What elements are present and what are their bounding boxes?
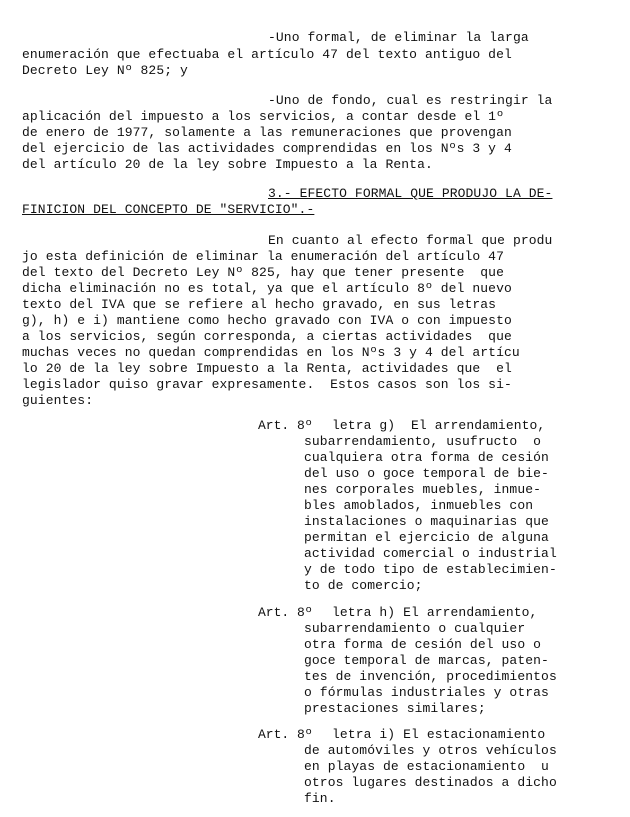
article-line: o fórmulas industriales y otras [304,685,549,700]
article-line: del uso o goce temporal de bie- [304,466,549,481]
article-line: de automóviles y otros vehículos [304,743,557,758]
paragraph3-line: muchas veces no quedan comprendidas en los Nºs 3 y 4 del artícu [22,345,520,360]
article-line: prestaciones similares; [304,701,486,716]
paragraph3-line: jo esta definición de eliminar la enumeración del artículo 47 [22,249,504,264]
article-line: letra h) El arrendamiento, [332,605,538,620]
article-line: y de todo tipo de establecimien- [304,562,557,577]
paragraph3-line: del texto del Decreto Ley Nº 825, hay que tener presente que [22,265,504,280]
article-line: tes de invención, procedimientos [304,669,557,684]
article-line: to de comercio; [304,578,423,593]
paragraph1-line: -Uno formal, de eliminar la larga [268,30,529,45]
article-line: bles amoblados, inmuebles con [304,498,534,513]
article-line: letra i) El estacionamiento [332,727,546,742]
paragraph2-line: del artículo 20 de la ley sobre Impuesto a la Renta. [22,157,433,172]
paragraph1-line: Decreto Ley Nº 825; y [22,63,188,78]
paragraph1-line: enumeración que efectuaba el artículo 47 del texto antiguo del [22,47,512,62]
article-line: instalaciones o maquinarias que [304,514,549,529]
paragraph2-line: aplicación del impuesto a los servicios, a contar desde el 1º [22,109,504,124]
article-line: letra g) El arrendamiento, [332,418,546,433]
article-line: nes corporales muebles, inmue- [304,482,542,497]
paragraph3-line: dicha eliminación no es total, ya que el artículo 8º del nuevo [22,281,512,296]
paragraph3-line: lo 20 de la ley sobre Impuesto a la Renta, actividades que el [22,361,512,376]
article-line: permitan el ejercicio de alguna [304,530,549,545]
article-line: goce temporal de marcas, paten- [304,653,549,668]
article-line: subarrendamiento, usufructo o [304,434,542,449]
section-heading: FINICION DEL CONCEPTO DE "SERVICIO".- [22,202,315,217]
paragraph3-line: texto del IVA que se refiere al hecho gravado, en sus letras [22,297,497,312]
article-label: Art. 8º [258,418,313,433]
article-label: Art. 8º [258,605,313,620]
article-line: en playas de estacionamiento u [304,759,549,774]
paragraph3-line: a los servicios, según corresponda, a ciertas actividades que [22,329,512,344]
paragraph2-line: de enero de 1977, solamente a las remuneraciones que provengan [22,125,512,140]
paragraph3-line: legislador quiso gravar expresamente. Estos casos son los si- [22,377,512,392]
section-heading: 3.- EFECTO FORMAL QUE PRODUJO LA DE- [268,186,553,201]
article-line: actividad comercial o industrial [304,546,557,561]
article-line: subarrendamiento o cualquier [304,621,526,636]
paragraph3-line: En cuanto al efecto formal que produ [268,233,553,248]
paragraph3-line: guientes: [22,393,94,408]
paragraph3-line: g), h) e i) mantiene como hecho gravado con IVA o con impuesto [22,313,512,328]
article-line: cualquiera otra forma de cesión [304,450,549,465]
paragraph2-line: -Uno de fondo, cual es restringir la [268,93,553,108]
paragraph2-line: del ejercicio de las actividades comprendidas en los Nºs 3 y 4 [22,141,512,156]
article-line: otros lugares destinados a dicho [304,775,557,790]
article-line: otra forma de cesión del uso o [304,637,542,652]
article-line: fin. [304,791,336,806]
article-label: Art. 8º [258,727,313,742]
